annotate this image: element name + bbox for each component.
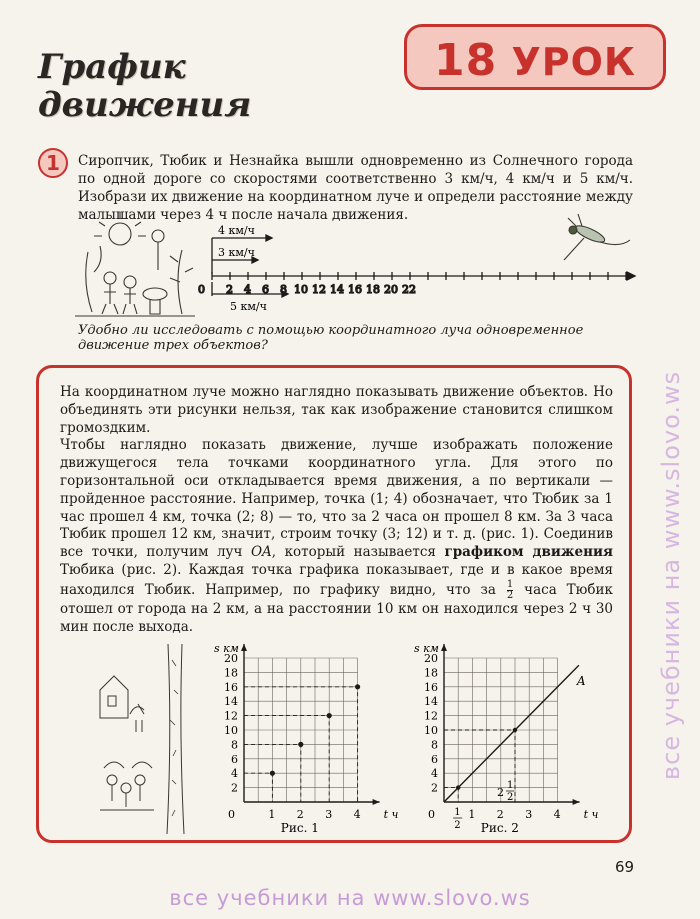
y-axis-arrow — [241, 644, 247, 651]
lesson-title — [38, 48, 251, 124]
lesson-badge — [404, 24, 666, 90]
exercise-question: Удобно ли исследовать с помощью координатного луча одновременное движение трех объектов? — [78, 323, 584, 353]
y-tick-label: 20 — [224, 652, 238, 665]
data-point — [355, 684, 360, 689]
y-tick-label: 4 — [431, 767, 438, 781]
x-axis-arrow — [373, 799, 380, 805]
data-point — [270, 771, 275, 776]
y-tick-label: 14 — [224, 695, 238, 709]
x-tick-label: 1 — [468, 808, 476, 821]
y-axis-arrow — [441, 644, 447, 651]
x-tick-label: 4 — [553, 808, 561, 821]
exercise-text: Сиропчик, Тюбик и Незнайка вышли одновременно из Солнечного города по одной дороге со скоростями соответственно 3 км/ч, 4 км/ч и 5 км/ч. Изобрази их движение на координатном луче и определи расстояние между малышами через 4 ч после начала движения. — [78, 153, 633, 223]
ray-tick-label: 18 — [366, 283, 380, 296]
speed-label-4: 4 км/ч — [218, 224, 255, 237]
y-tick-label: 8 — [431, 738, 438, 752]
figure-1 — [214, 642, 399, 835]
lesson-word: УРОК — [511, 40, 636, 84]
dragonfly-drawing — [564, 214, 630, 260]
x-axis-arrow — [573, 799, 580, 805]
road-drawing — [167, 644, 184, 834]
figure-2 — [414, 642, 599, 835]
ray-tick-label: 8 — [280, 283, 287, 296]
lesson-number: 18 — [434, 35, 498, 86]
x-tick-label: 2 — [296, 808, 304, 821]
data-point — [327, 713, 332, 718]
ray-arrowhead — [627, 272, 635, 280]
y-tick-label: 2 — [231, 781, 238, 795]
x-tick-label: 0 — [428, 808, 435, 821]
ray-name: OA — [250, 544, 272, 561]
house-drawing — [100, 676, 144, 732]
ray-tick-label: 10 — [294, 283, 308, 296]
exercise-illustration — [70, 212, 670, 324]
y-tick-label: 16 — [424, 680, 438, 694]
figure-caption: Рис. 2 — [480, 821, 519, 835]
ray-tick-label: 4 — [244, 283, 251, 296]
y-tick-label: 12 — [224, 709, 238, 723]
figure-caption: Рис. 1 — [280, 821, 319, 835]
data-point — [298, 742, 303, 747]
x-tick-label: 3 — [525, 808, 533, 821]
rule-paragraph-2: Чтобы наглядно показать движение, лучше изображать положение движущегося тела точками координатного угла. Для этого по горизонтальной оси откладывается время движения, а по вертикали — пройденное расстояние. Например, точка (1; 4) обозначает, что Тюбик за 1 час прошел 4 км, точка (2; 8) — то, что за 2 часа он прошел 8 км. За 3 часа Тюбик прошел 12 км, значит, строим точку (3; 12) и т. д. (рис. 1). Соединив все точки, получим луч OA, который называется графиком движения Тюбика (рис. 2). Каждая точка графика показывает, где и в какое время находился Тюбик. Например, по графику видно, что за $\frac{1}{2}$ часа Тюбик отошел от города на 2 км, а на расстоянии 10 км он находился через 2 ч 30 мин после выхода. — [60, 437, 613, 635]
ray-tick-label: 22 — [402, 283, 416, 296]
page-number: 69 — [615, 858, 635, 876]
watermark-bottom: все учебники на www.slovo.ws — [169, 886, 531, 910]
y-tick-label: 8 — [231, 738, 238, 752]
half-den: 2 — [454, 820, 461, 831]
two-half-num: 1 — [507, 780, 514, 791]
y-tick-label: 2 — [431, 781, 438, 795]
y-axis-label: s км — [414, 642, 439, 655]
y-tick-label: 4 — [231, 767, 238, 781]
ray-tick-label: 16 — [348, 283, 362, 296]
two-half-whole: 2 — [497, 786, 504, 799]
exercise-number: 1 — [38, 148, 68, 178]
ray-tick-label: 6 — [262, 283, 269, 296]
ray-tick-label: 12 — [312, 283, 326, 296]
watermark-side: все учебники на www.slovo.ws — [657, 370, 685, 780]
term-bold: графиком движения — [444, 544, 613, 561]
figures — [90, 630, 630, 836]
y-tick-label: 12 — [424, 709, 438, 723]
x-tick-label: 2 — [496, 808, 504, 821]
data-point — [513, 728, 517, 732]
x-tick-label: 4 — [353, 808, 361, 821]
ray-tick-label: 0 — [198, 283, 205, 296]
y-tick-label: 10 — [424, 724, 438, 737]
coordinate-ray — [198, 272, 635, 296]
ray-tick-label: 20 — [384, 283, 398, 296]
lesson-title-line1: График — [38, 47, 186, 87]
two-half-den: 2 — [507, 792, 514, 803]
lesson-title-line2: движения — [38, 85, 252, 125]
kids-drawing — [75, 212, 195, 316]
y-tick-label: 16 — [224, 680, 238, 694]
y-tick-label: 14 — [424, 695, 438, 709]
kids-group-drawing — [100, 762, 154, 810]
x-tick-label: 0 — [228, 808, 235, 821]
ray-tick-label: 14 — [330, 283, 344, 296]
speed-label-3: 3 км/ч — [218, 246, 255, 259]
y-axis-label: s км — [214, 642, 239, 655]
fraction-half: $\frac{1}{2}$ — [506, 578, 514, 601]
ray-tick-label: 2 — [226, 283, 233, 296]
y-tick-label: 18 — [424, 666, 438, 680]
x-axis-label: t ч — [383, 808, 399, 821]
y-tick-label: 10 — [224, 724, 238, 737]
x-axis-label: t ч — [583, 808, 599, 821]
half-num: 1 — [454, 807, 461, 818]
y-tick-label: 20 — [424, 652, 438, 665]
rule-text — [60, 384, 613, 636]
y-tick-label: 6 — [431, 752, 438, 766]
speed-label-5: 5 км/ч — [230, 300, 267, 313]
rule-paragraph-1: На координатном луче можно наглядно показывать движение объектов. Но объединять эти рисунки нельзя, так как изображение становится слишком громоздким. — [60, 384, 613, 436]
y-tick-label: 18 — [224, 666, 238, 680]
y-tick-label: 6 — [231, 752, 238, 766]
data-point — [456, 785, 460, 789]
line-label-A: A — [576, 674, 586, 689]
x-tick-label: 1 — [268, 808, 276, 821]
x-tick-label: 3 — [325, 808, 333, 821]
